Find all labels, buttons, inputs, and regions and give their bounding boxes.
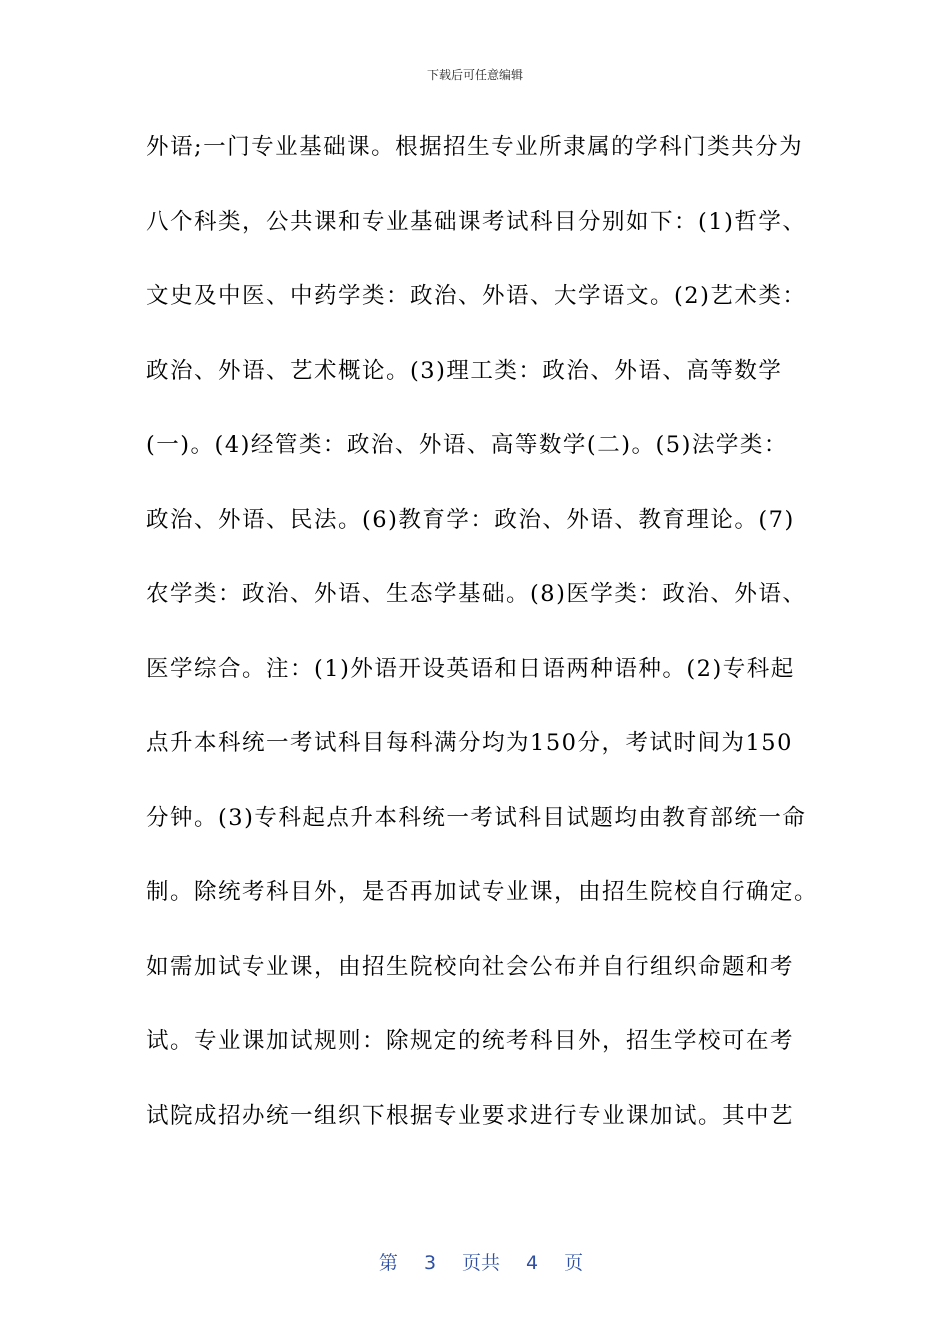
footer-total-pages: 4 <box>526 1252 539 1274</box>
body-line-7: 农学类：政治、外语、生态学基础。(8)医学类：政治、外语、 <box>146 581 807 607</box>
header-note: 下载后可任意编辑 <box>426 68 523 82</box>
document-body <box>146 127 819 1170</box>
body-line-11: 制。除统考科目外，是否再加试专业课，由招生院校自行确定。 <box>146 879 819 905</box>
body-line-1: 外语;一门专业基础课。根据招生专业所隶属的学科门类共分为 <box>146 134 804 160</box>
body-line-12: 如需加试专业课，由招生院校向社会公布并自行组织命题和考 <box>146 953 795 980</box>
body-line-8: 医学综合。注：(1)外语开设英语和日语两种语种。(2)专科起 <box>146 655 795 682</box>
body-line-9: 点升本科统一考试科目每科满分均为150分，考试时间为150 <box>146 730 793 756</box>
body-line-3: 文史及中医、中药学类：政治、外语、大学语文。(2)艺术类： <box>146 283 807 309</box>
body-line-5: (一)。(4)经管类：政治、外语、高等数学(二)。(5)法学类： <box>146 432 788 458</box>
footer-middle: 页共 <box>462 1252 501 1274</box>
body-line-10: 分钟。(3)专科起点升本科统一考试科目试题均由教育部统一命 <box>146 804 807 831</box>
body-line-4: 政治、外语、艺术概论。(3)理工类：政治、外语、高等数学 <box>146 357 783 384</box>
footer-current-page: 3 <box>423 1252 437 1274</box>
body-line-2: 八个科类，公共课和专业基础课考试科目分别如下：(1)哲学、 <box>146 208 807 235</box>
body-line-6: 政治、外语、民法。(6)教育学：政治、外语、教育理论。(7) <box>146 506 795 533</box>
body-line-14: 试院成招办统一组织下根据专业要求进行专业课加试。其中艺 <box>146 1102 795 1129</box>
footer-suffix: 页 <box>564 1252 584 1274</box>
page-footer <box>0 1226 950 1275</box>
footer-prefix: 第 <box>378 1252 398 1274</box>
body-line-13: 试。专业课加试规则：除规定的统考科目外，招生学校可在考 <box>146 1028 795 1054</box>
